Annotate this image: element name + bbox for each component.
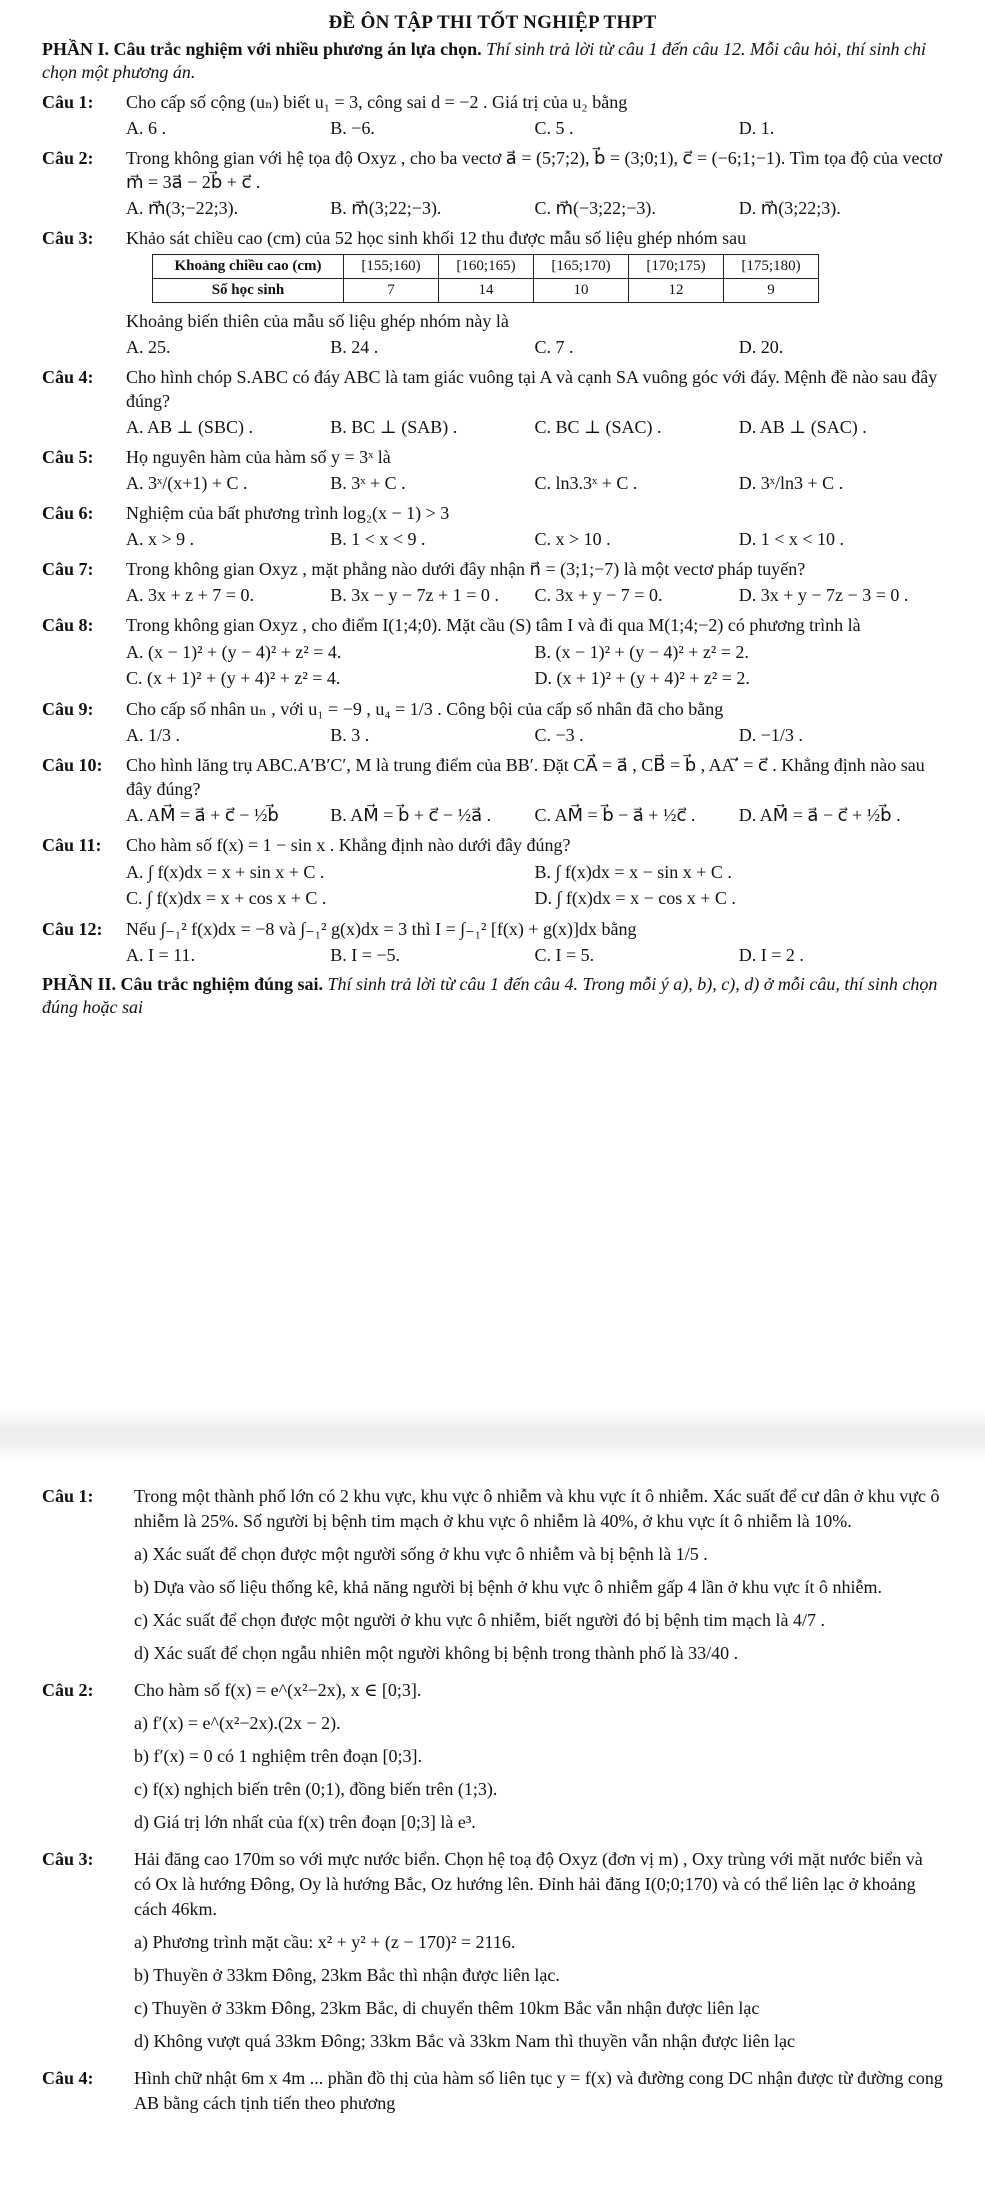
part1-instruction: Thí sinh trả lời từ câu 1 đến câu 12. Mỗi câu hỏi, thí sinh chỉ chọn một phương án. bbox=[42, 39, 927, 82]
question-12: Câu 12: Nếu ∫₋₁² f(x)dx = −8 và ∫₋₁² g(x)dx = 3 thì I = ∫₋₁² [f(x) + g(x)]dx bằng bbox=[42, 919, 637, 939]
question-9-options: A. 1/3 . B. 3 . C. −3 . D. −1/3 . bbox=[126, 725, 803, 745]
question-10: Câu 10: Cho hình lăng trụ ABC.A′B′C′, M là trung điểm của BB′. Đặt CA⃗ = a⃗ , CB⃗ = b⃗ , AA′⃗ = c⃗ . Khẳng định nào sau đây đúng? bbox=[42, 755, 925, 799]
part1-sheet bbox=[0, 0, 985, 1019]
question-2-options: A. m⃗(3;−22;3). B. m⃗(3;22;−3). C. m⃗(−3;22;−3). D. m⃗(3;22;3). bbox=[126, 198, 841, 218]
p2-question-1: Câu 1: Trong một thành phố lớn có 2 khu vực, khu vực ô nhiễm và khu vực ít ô nhiễm. Xác suất để cư dân ở khu vực ô nhiễm là 25%. Số người bị bệnh tim mạch ở khu vực ô nhiễm là 40%, ở khu vực ít ô nhiễm là 10%. bbox=[42, 1486, 940, 1531]
question-4-options: A. AB ⊥ (SBC) . B. BC ⊥ (SAB) . C. BC ⊥ (SAC) . D. AB ⊥ (SAC) . bbox=[126, 417, 867, 437]
p2-question-3-c: c) Thuyền ở 33km Đông, 23km Bắc, di chuyển thêm 10km Bắc vẫn nhận được liên lạc bbox=[134, 1998, 760, 2018]
question-9: Câu 9: Cho cấp số nhân uₙ , với u₁ = −9 , u₄ = 1/3 . Công bội của cấp số nhân đã cho bằng bbox=[42, 699, 724, 719]
question-8: Câu 8: Trong không gian Oxyz , cho điểm I(1;4;0). Mặt cầu (S) tâm I và đi qua M(1;4;−2) có phương trình là bbox=[42, 615, 861, 635]
p2-question-2-d: d) Giá trị lớn nhất của f(x) trên đoạn [0;3] là e³. bbox=[134, 1812, 476, 1832]
part1-heading: PHẦN I. Câu trắc nghiệm với nhiều phương án lựa chọn. bbox=[42, 39, 482, 59]
question-3-options: A. 25. B. 24 . C. 7 . D. 20. bbox=[126, 337, 784, 357]
p2-question-2: Câu 2: Cho hàm số f(x) = e^(x²−2x), x ∈ [0;3]. bbox=[42, 1680, 422, 1700]
question-5: Câu 5: Họ nguyên hàm của hàm số y = 3ˣ là bbox=[42, 447, 391, 467]
p2-question-1-d: d) Xác suất để chọn ngẫu nhiên một người không bị bệnh trong thành phố là 33/40 . bbox=[134, 1643, 739, 1663]
question-3: Câu 3: Khảo sát chiều cao (cm) của 52 học sinh khối 12 thu được mẫu số liệu ghép nhóm sau bbox=[42, 228, 747, 248]
p2-question-2-c: c) f(x) nghịch biến trên (0;1), đồng biến trên (1;3). bbox=[134, 1779, 498, 1799]
question-12-options: A. I = 11. B. I = −5. C. I = 5. D. I = 2 . bbox=[126, 945, 804, 965]
part2-sheet bbox=[0, 1472, 985, 2116]
question-10-options: A. AM⃗ = a⃗ + c⃗ − ½b⃗ B. AM⃗ = b⃗ + c⃗ − ½a⃗ . C. AM⃗ = b⃗ − a⃗ + ½c⃗ . D. AM⃗ = a⃗ − c⃗ + ½b⃗ . bbox=[126, 805, 901, 825]
part2-header bbox=[42, 973, 943, 1019]
question-3-followup: Khoảng biến thiên của mẫu số liệu ghép nhóm này là bbox=[126, 311, 509, 331]
question-4: Câu 4: Cho hình chóp S.ABC có đáy ABC là tam giác vuông tại A và cạnh SA vuông góc với đáy. Mệnh đề nào sau đây đúng? bbox=[42, 367, 938, 411]
question-7-options: A. 3x + z + 7 = 0. B. 3x − y − 7z + 1 = 0 . C. 3x + y − 7 = 0. D. 3x + y − 7z − 3 = 0 . bbox=[126, 585, 909, 605]
question-8-options: A. (x − 1)² + (y − 4)² + z² = 4. B. (x − 1)² + (y − 4)² + z² = 2. C. (x + 1)² + (y + 4)² + z² = 4. D. (x + 1)² + (y + 4)² + z² = 2. bbox=[126, 642, 750, 688]
question-1: Câu 1: Cho cấp số cộng (uₙ) biết u₁ = 3, công sai d = −2 . Giá trị của u₂ bằng bbox=[42, 92, 628, 112]
part2-heading: PHẦN II. Câu trắc nghiệm đúng sai. bbox=[42, 974, 324, 994]
question-11: Câu 11: Cho hàm số f(x) = 1 − sin x . Khẳng định nào dưới đây đúng? bbox=[42, 835, 571, 855]
question-6-options: A. x > 9 . B. 1 < x < 9 . C. x > 10 . D. 1 < x < 10 . bbox=[126, 529, 845, 549]
exam-title: ĐỀ ÔN TẬP THI TỐT NGHIỆP THPT bbox=[328, 12, 657, 33]
question-6: Câu 6: Nghiệm của bất phương trình log₂(x − 1) > 3 bbox=[42, 503, 450, 523]
p2-question-3-d: d) Không vượt quá 33km Đông; 33km Bắc và 33km Nam thì thuyền vẫn nhận được liên lạc bbox=[134, 2031, 795, 2051]
question-1-options: A. 6 . B. −6. C. 5 . D. 1. bbox=[126, 118, 775, 138]
table-row: Số học sinh 7 14 10 12 9 bbox=[153, 279, 819, 303]
p2-question-1-c: c) Xác suất để chọn được một người ở khu vực ô nhiễm, biết người đó bị bệnh tim mạch là 4/7 . bbox=[134, 1610, 825, 1630]
question-11-options: A. ∫ f(x)dx = x + sin x + C . B. ∫ f(x)dx = x − sin x + C . C. ∫ f(x)dx = x + cos x + C . D. ∫ f(x)dx = x − cos x + C . bbox=[126, 862, 736, 908]
p2-question-3-b: b) Thuyền ở 33km Đông, 23km Bắc thì nhận được liên lạc. bbox=[134, 1965, 560, 1985]
p2-question-1-b: b) Dựa vào số liệu thống kê, khả năng người bị bệnh ở khu vực ô nhiễm gấp 4 lần ở khu vực ít ô nhiễm. bbox=[134, 1577, 882, 1597]
page-break-divider bbox=[0, 1410, 985, 1460]
part1-header bbox=[42, 38, 943, 84]
height-frequency-table bbox=[152, 254, 819, 303]
p2-question-3-a: a) Phương trình mặt cầu: x² + y² + (z − 170)² = 2116. bbox=[134, 1932, 516, 1952]
p2-question-2-a: a) f′(x) = e^(x²−2x).(2x − 2). bbox=[134, 1713, 341, 1733]
table-row: Khoảng chiều cao (cm) [155;160) [160;165) [165;170) [170;175) [175;180) bbox=[153, 255, 819, 279]
p2-question-1-a: a) Xác suất để chọn được một người sống ở khu vực ô nhiễm và bị bệnh là 1/5 . bbox=[134, 1544, 708, 1564]
question-7: Câu 7: Trong không gian Oxyz , mặt phẳng nào dưới đây nhận n⃗ = (3;1;−7) là một vectơ pháp tuyến? bbox=[42, 559, 806, 579]
question-5-options: A. 3ˣ/(x+1) + C . B. 3ˣ + C . C. ln3.3ˣ + C . D. 3ˣ/ln3 + C . bbox=[126, 473, 844, 493]
p2-question-3: Câu 3: Hải đăng cao 170m so với mực nước biển. Chọn hệ toạ độ Oxyz (đơn vị m) , Oxy trùng với mặt nước biển và có Ox là hướng Đông, Oy là hướng Bắc, Oz hướng lên. Đỉnh hải đăng I(0;0;170) và có thể liên lạc ở khoảng cách 46km. bbox=[42, 1849, 923, 1919]
p2-question-2-b: b) f′(x) = 0 có 1 nghiệm trên đoạn [0;3]. bbox=[134, 1746, 423, 1766]
question-2: Câu 2: Trong không gian với hệ tọa độ Oxyz , cho ba vectơ a⃗ = (5;7;2), b⃗ = (3;0;1), c⃗ = (−6;1;−1). Tìm tọa độ của vectơ m⃗ = 3a⃗ − 2b⃗ + c⃗ . bbox=[42, 148, 943, 192]
part2-instruction: Thí sinh trả lời từ câu 1 đến câu 4. Trong mỗi ý a), b), c), d) ở mỗi câu, thí sinh chọn đúng hoặc sai bbox=[42, 974, 938, 1017]
p2-question-4: Câu 4: Hình chữ nhật 6m x 4m ... phần đồ thị của hàm số liên tục y = f(x) và đường cong DC nhận được từ đường cong AB bằng cách tịnh tiến theo phương bbox=[42, 2068, 943, 2113]
